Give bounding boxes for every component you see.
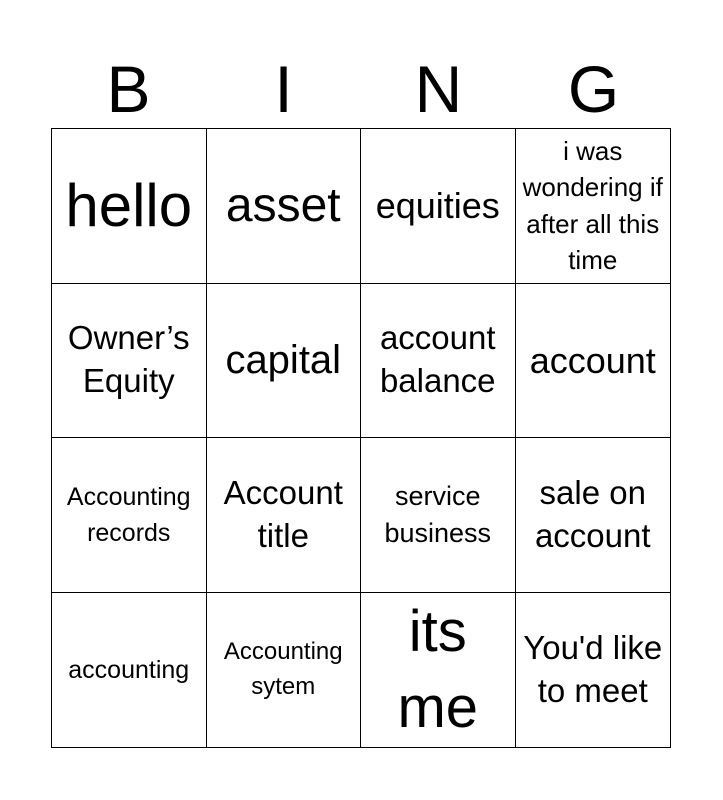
bingo-cell[interactable] <box>207 129 362 284</box>
header-letter-i: I <box>274 52 293 126</box>
bingo-cell[interactable] <box>361 129 516 284</box>
cell-text: account <box>529 339 656 381</box>
bingo-cell[interactable] <box>207 284 362 439</box>
cell-text: hello <box>65 172 193 240</box>
cell-text: You'd like to meet <box>523 628 663 709</box>
bingo-card-grid <box>51 128 671 748</box>
bingo-cell[interactable] <box>207 593 362 748</box>
cell-text: its me <box>397 599 479 740</box>
bingo-cell[interactable] <box>361 438 516 593</box>
bingo-cell[interactable] <box>516 284 671 439</box>
bingo-cell[interactable] <box>52 284 207 439</box>
bingo-cell[interactable] <box>52 129 207 284</box>
header-letter-g: G <box>567 52 620 126</box>
bingo-cell[interactable] <box>516 593 671 748</box>
header-letter-n: N <box>414 52 463 126</box>
bingo-cell[interactable] <box>207 438 362 593</box>
cell-text: account balance <box>379 319 496 400</box>
bingo-cell[interactable] <box>361 284 516 439</box>
bingo-cell[interactable] <box>516 129 671 284</box>
cell-text: equities <box>375 185 500 227</box>
cell-text: capital <box>225 338 342 383</box>
cell-text: service business <box>384 481 492 548</box>
cell-text: Accounting records <box>66 482 191 547</box>
cell-text: Accounting sytem <box>223 637 343 700</box>
bingo-cell[interactable] <box>52 593 207 748</box>
header-letter-b: B <box>106 52 151 126</box>
bingo-cell[interactable] <box>52 438 207 593</box>
cell-text: accounting <box>68 655 190 684</box>
cell-text: sale on account <box>534 473 651 554</box>
bingo-cell[interactable] <box>516 438 671 593</box>
cell-text: i was wondering if after all this time <box>522 135 663 276</box>
bingo-cell[interactable] <box>361 593 516 748</box>
cell-text: asset <box>225 178 341 232</box>
bingo-header <box>51 50 671 128</box>
cell-text: Owner’s Equity <box>67 319 190 400</box>
cell-text: Account title <box>223 473 343 554</box>
